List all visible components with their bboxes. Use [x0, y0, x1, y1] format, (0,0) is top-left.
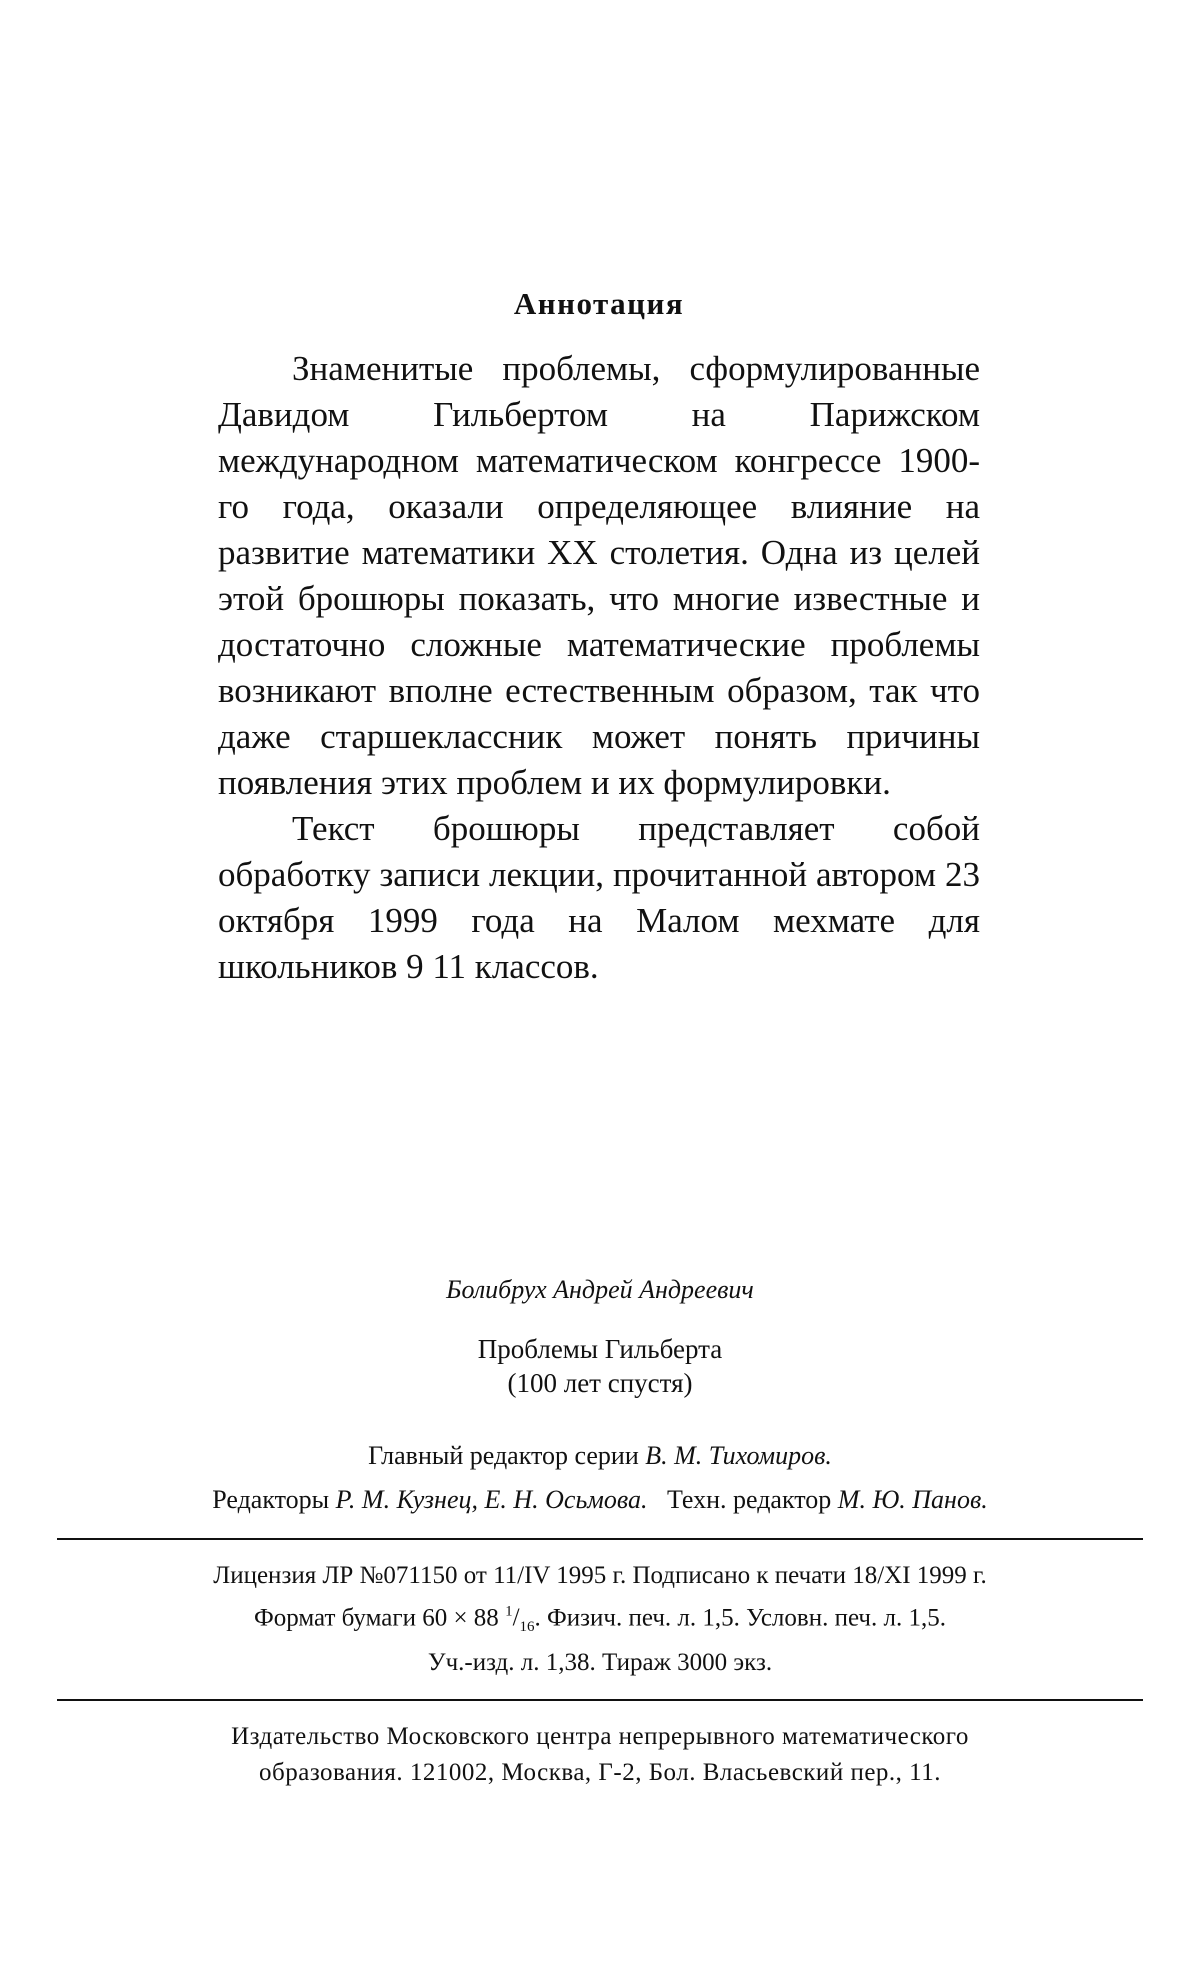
divider-bottom — [57, 1699, 1143, 1701]
publisher-info — [0, 1719, 1200, 1791]
annotation-heading: Аннотация — [513, 286, 685, 321]
license-line: Лицензия ЛР №071150 от 11/IV 1995 г. Подписано к печати 18/XI 1999 г. — [213, 1562, 987, 1589]
circulation-line: Уч.-изд. л. 1,38. Тираж 3000 экз. — [427, 1649, 773, 1677]
chief-editor-line — [0, 1438, 1200, 1474]
publisher-line-1: Издательство Московского центра непрерывного математического — [231, 1723, 969, 1751]
fraction-denominator: 16 — [519, 1619, 535, 1636]
print-details — [0, 1558, 1200, 1681]
chief-editor-label: Главный редактор серии — [368, 1441, 639, 1470]
tech-editor-name: М. Ю. Панов. — [837, 1485, 988, 1514]
format-suffix: . Физич. печ. л. 1,5. Условн. печ. л. 1,5. — [534, 1604, 946, 1632]
tech-editor-label: Техн. редактор — [667, 1485, 832, 1514]
format-prefix: Формат бумаги 60 × 88 — [254, 1604, 499, 1632]
format-fraction: $^1/_{16}$ — [505, 1604, 535, 1636]
book-subtitle: (100 лет спустя) — [507, 1368, 693, 1398]
publisher-line-2: образования. 121002, Москва, Г-2, Бол. Власьевский пер., 11. — [259, 1759, 941, 1787]
annotation-paragraph-1: Знаменитые проблемы, сформулированные Давидом Гильбертом на Парижском международном математическом конгрессе 1900-го года, оказали определяющее влияние на развитие математики XX столетия. Одна из целей этой брошюры показать, что многие известные и достаточно сложные математические проблемы возникают вполне естественным образом, так что даже старшеклассник может понять причины появления этих проблем и их формулировки. — [218, 349, 980, 802]
author-name: Болибрух Андрей Андреевич — [446, 1275, 754, 1304]
editors-label: Редакторы — [212, 1485, 330, 1514]
imprint-section — [0, 1272, 1200, 1791]
chief-editor-name: В. М. Тихомиров. — [645, 1441, 832, 1470]
book-title: Проблемы Гильберта — [477, 1334, 723, 1364]
divider-top — [57, 1538, 1143, 1540]
format-line — [0, 1594, 1200, 1645]
editors-names: Р. М. Кузнец, Е. Н. Осьмова. — [335, 1485, 648, 1514]
editors-line — [0, 1482, 1200, 1518]
annotation-paragraph-2: Текст брошюры представляет собой обработку записи лекции, прочитанной автором 23 октября 1999 года на Малом мехмате для школьников 9 11 классов. — [218, 809, 980, 986]
fraction-numerator: 1 — [505, 1604, 513, 1620]
annotation-section — [218, 284, 980, 990]
